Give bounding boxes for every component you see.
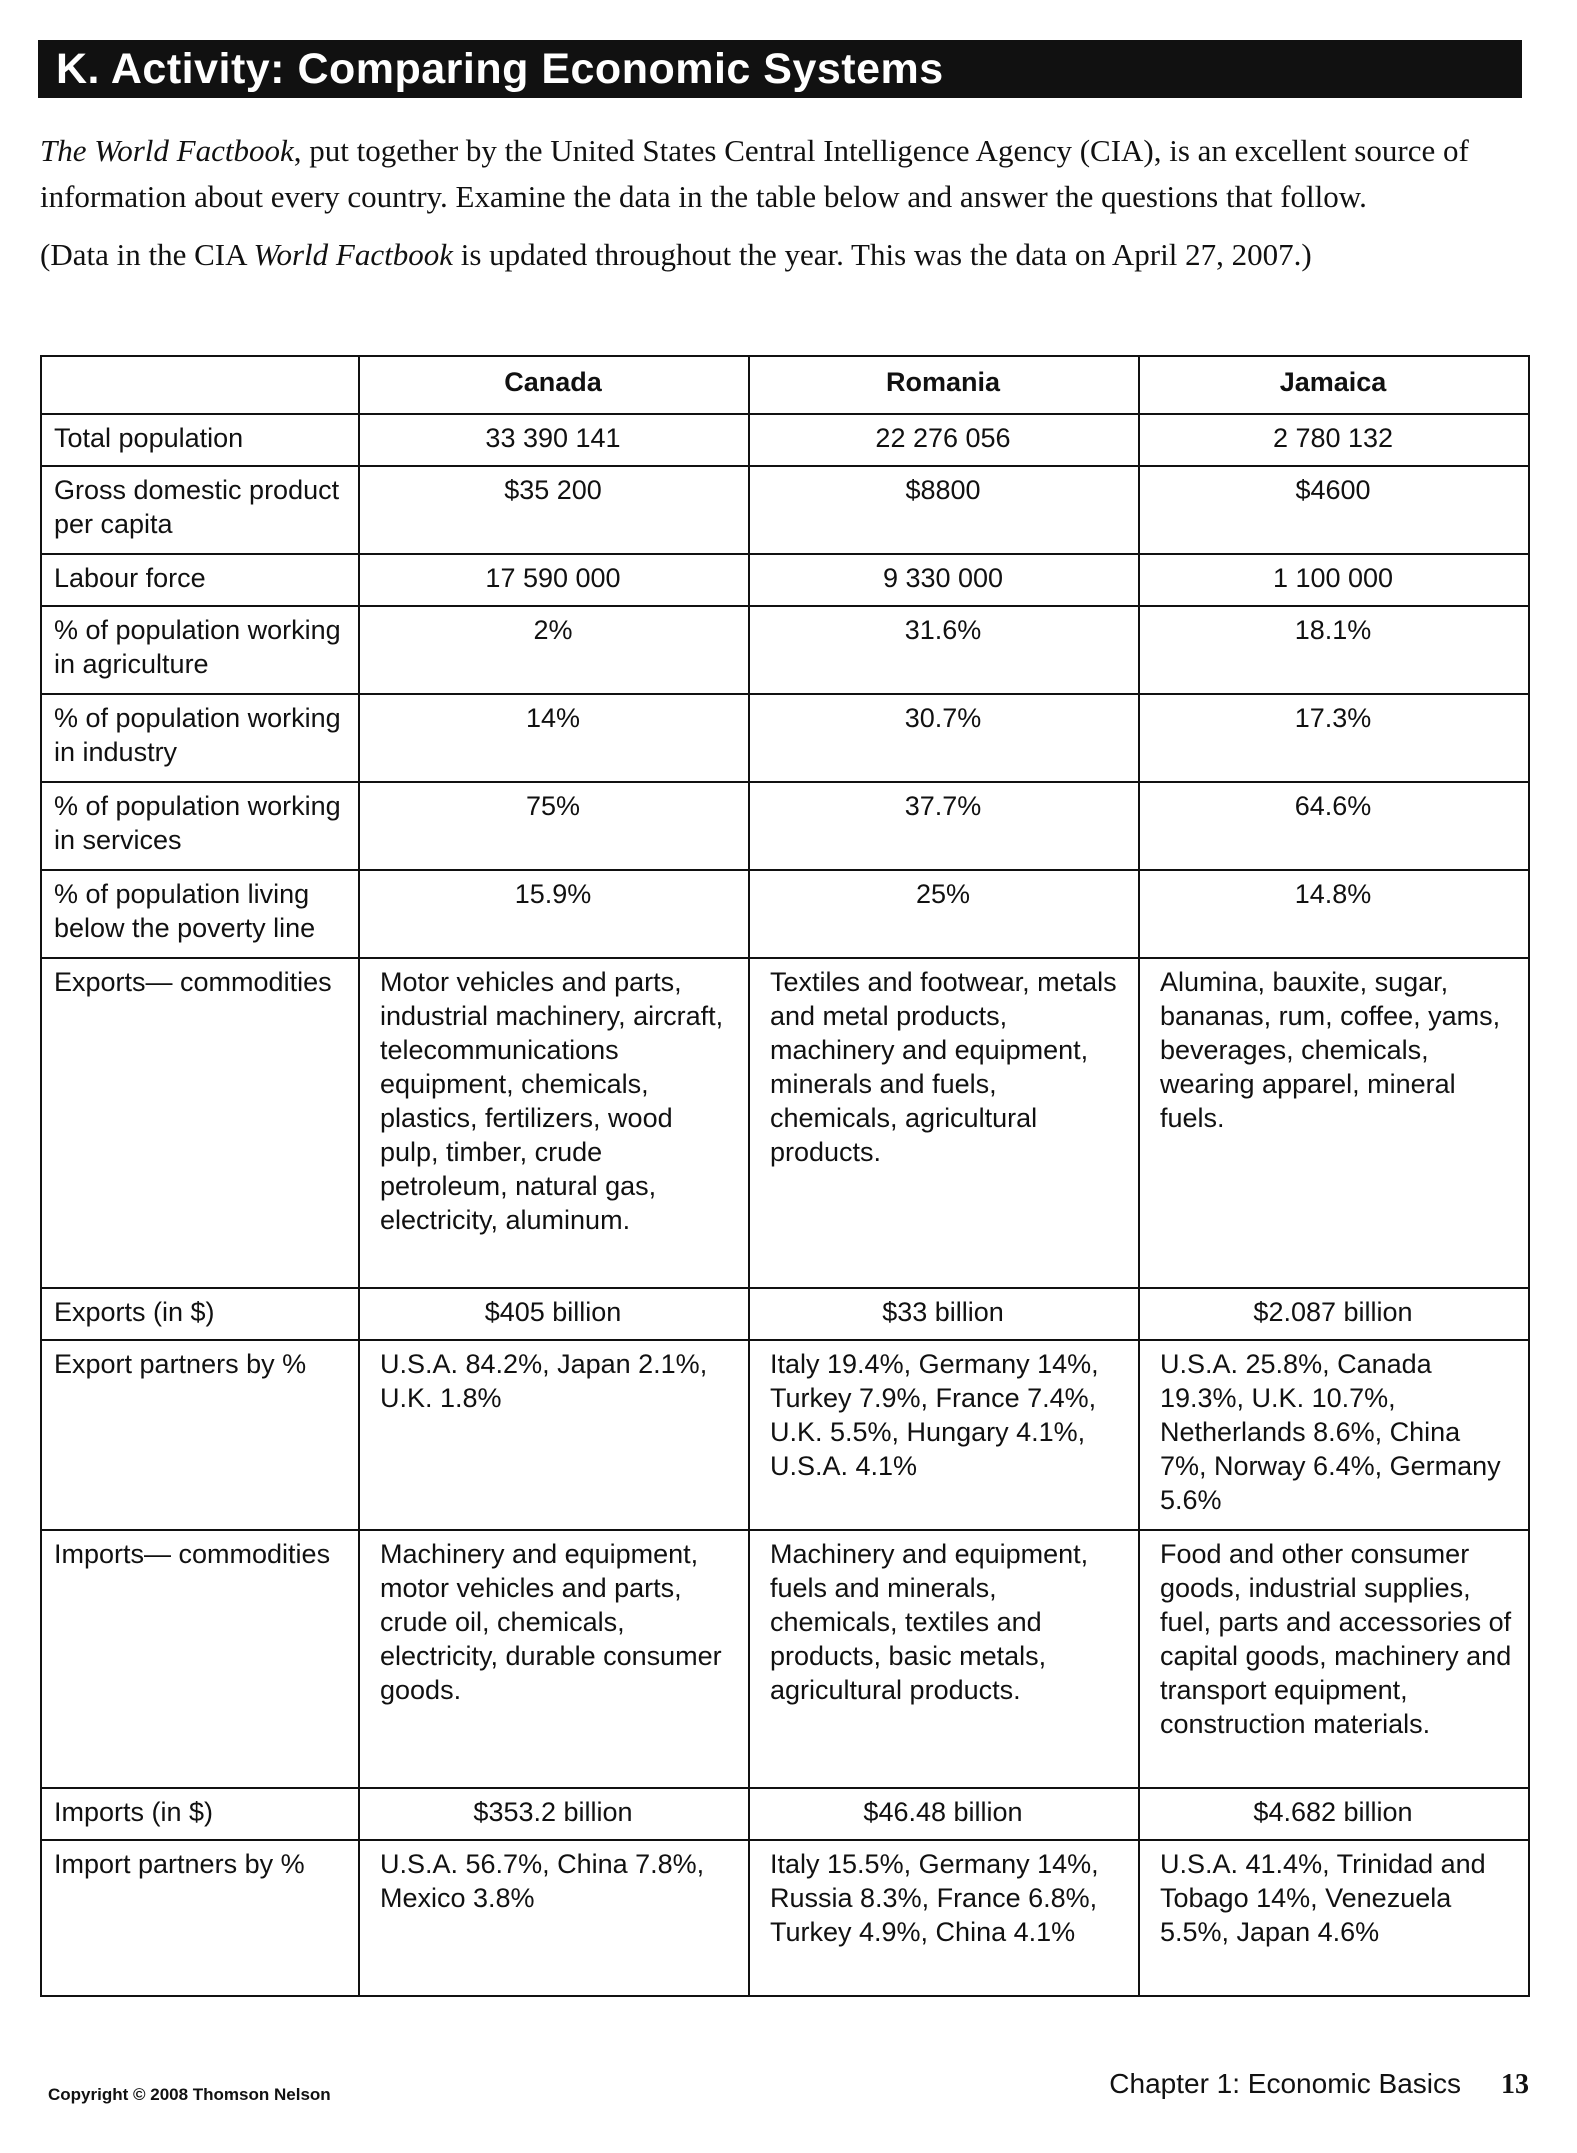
canada-cell: $35 200 [359,466,749,554]
jamaica-cell: 64.6% [1139,782,1529,870]
row-label: Exports (in $) [41,1288,359,1340]
header-romania: Romania [749,356,1139,414]
romania-cell: 31.6% [749,606,1139,694]
romania-cell: Machinery and equipment, fuels and minerals, chemicals, textiles and products, basic metals, agricultural products. [749,1530,1139,1788]
table-row [41,694,1529,782]
data-note [40,232,1530,278]
jamaica-cell: Alumina, bauxite, sugar, bananas, rum, coffee, yams, beverages, chemicals, wearing apparel, mineral fuels. [1139,958,1529,1288]
table-row [41,1840,1529,1996]
table-row [41,782,1529,870]
table-row [41,414,1529,466]
jamaica-cell: Food and other consumer goods, industrial supplies, fuel, parts and accessories of capital goods, machinery and transport equipment, construction materials. [1139,1530,1529,1788]
jamaica-cell: 2 780 132 [1139,414,1529,466]
table-row [41,1340,1529,1530]
note-end: is updated throughout the year. This was the data on April 27, 2007.) [453,237,1312,272]
table-row [41,466,1529,554]
canada-cell: 75% [359,782,749,870]
romania-cell: 22 276 056 [749,414,1139,466]
table-row [41,1288,1529,1340]
row-label: Import partners by % [41,1840,359,1996]
jamaica-cell: U.S.A. 25.8%, Canada 19.3%, U.K. 10.7%, Netherlands 8.6%, China 7%, Norway 6.4%, Germany 5.6% [1139,1340,1529,1530]
romania-cell: $46.48 billion [749,1788,1139,1840]
page-footer [1109,2068,1529,2101]
activity-title: K. Activity: Comparing Economic Systems [38,40,1522,98]
table-row [41,1530,1529,1788]
jamaica-cell: 1 100 000 [1139,554,1529,606]
row-label: % of population working in services [41,782,359,870]
jamaica-cell: 18.1% [1139,606,1529,694]
page-number: 13 [1501,2069,1529,2100]
canada-cell: U.S.A. 84.2%, Japan 2.1%, U.K. 1.8% [359,1340,749,1530]
row-label: Imports— commodities [41,1530,359,1788]
canada-cell: 2% [359,606,749,694]
chapter-label: Chapter 1: Economic Basics [1109,2068,1461,2099]
jamaica-cell: $2.087 billion [1139,1288,1529,1340]
canada-cell: 15.9% [359,870,749,958]
row-label: % of population working in agriculture [41,606,359,694]
canada-cell: 17 590 000 [359,554,749,606]
row-label: Gross domestic product per capita [41,466,359,554]
intro-paragraph-rest: , put together by the United States Central Intelligence Agency (CIA), is an excellent source of information about every country. Examine the data in the table below and answer the questions that follow. [40,133,1469,214]
jamaica-cell: $4600 [1139,466,1529,554]
row-label: Total population [41,414,359,466]
row-label: Export partners by % [41,1340,359,1530]
canada-cell: 14% [359,694,749,782]
header-jamaica: Jamaica [1139,356,1529,414]
jamaica-cell: 14.8% [1139,870,1529,958]
romania-cell: 25% [749,870,1139,958]
canada-cell: U.S.A. 56.7%, China 7.8%, Mexico 3.8% [359,1840,749,1996]
note-start: (Data in the CIA [40,237,254,272]
comparison-table [40,355,1530,1997]
canada-cell: $353.2 billion [359,1788,749,1840]
romania-cell: Italy 15.5%, Germany 14%, Russia 8.3%, France 6.8%, Turkey 4.9%, China 4.1% [749,1840,1139,1996]
copyright-notice: Copyright © 2008 Thomson Nelson [48,2085,331,2104]
canada-cell: Motor vehicles and parts, industrial machinery, aircraft, telecommunications equipment, chemicals, plastics, fertilizers, wood pulp, timber, crude petroleum, natural gas, electricity, aluminum. [359,958,749,1288]
row-label: Imports (in $) [41,1788,359,1840]
table-header-row [41,356,1529,414]
header-canada: Canada [359,356,749,414]
intro-paragraph [40,128,1530,220]
table-row [41,958,1529,1288]
row-label: % of population working in industry [41,694,359,782]
row-label: % of population living below the poverty line [41,870,359,958]
canada-cell: $405 billion [359,1288,749,1340]
note-book-title: World Factbook [253,237,453,272]
romania-cell: $33 billion [749,1288,1139,1340]
table-row [41,870,1529,958]
table-row [41,554,1529,606]
table-row [41,606,1529,694]
intro-text [40,128,1530,278]
canada-cell: Machinery and equipment, motor vehicles and parts, crude oil, chemicals, electricity, durable consumer goods. [359,1530,749,1788]
romania-cell: 37.7% [749,782,1139,870]
jamaica-cell: $4.682 billion [1139,1788,1529,1840]
header-blank [41,356,359,414]
jamaica-cell: U.S.A. 41.4%, Trinidad and Tobago 14%, Venezuela 5.5%, Japan 4.6% [1139,1840,1529,1996]
romania-cell: Textiles and footwear, metals and metal products, machinery and equipment, minerals and fuels, chemicals, agricultural products. [749,958,1139,1288]
jamaica-cell: 17.3% [1139,694,1529,782]
romania-cell: 30.7% [749,694,1139,782]
romania-cell: 9 330 000 [749,554,1139,606]
romania-cell: $8800 [749,466,1139,554]
row-label: Labour force [41,554,359,606]
row-label: Exports— commodities [41,958,359,1288]
canada-cell: 33 390 141 [359,414,749,466]
table-row [41,1788,1529,1840]
romania-cell: Italy 19.4%, Germany 14%, Turkey 7.9%, France 7.4%, U.K. 5.5%, Hungary 4.1%, U.S.A. 4.1% [749,1340,1139,1530]
book-title: The World Factbook [40,133,294,168]
